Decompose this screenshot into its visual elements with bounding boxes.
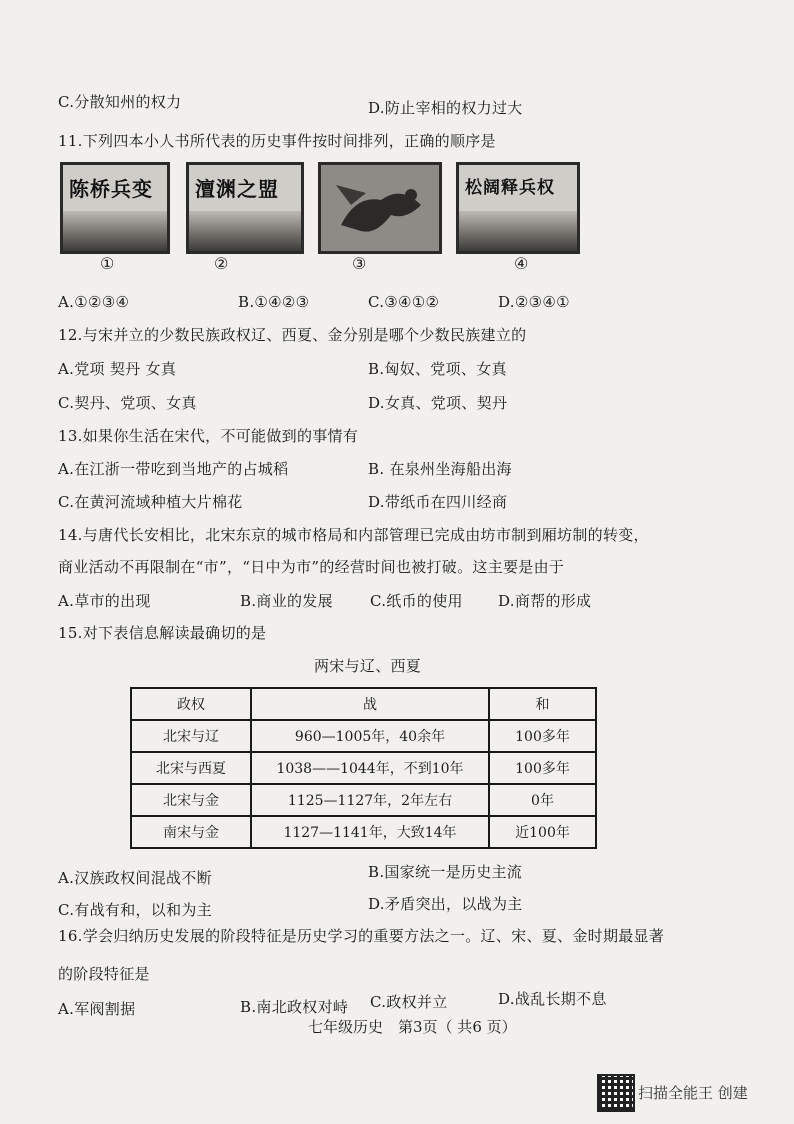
table-cell: 1038——1044年，不到10年 — [251, 752, 489, 784]
q13-option-d: D.带纸币在四川经商 — [368, 493, 508, 511]
q15-option-a: A.汉族政权间混战不断 — [58, 869, 212, 887]
header-peace: 和 — [489, 688, 596, 720]
qr-code-icon — [597, 1074, 635, 1112]
comic-book-1 — [60, 162, 170, 254]
q13-option-a: A.在江浙一带吃到当地产的占城稻 — [58, 460, 289, 478]
q11-option-d: D.②③④① — [498, 293, 570, 311]
comic-book-4 — [456, 162, 580, 254]
page-footer: 七年级历史 第3页（ 共6 页） — [308, 1018, 517, 1036]
q14-stem-line2: 商业活动不再限制在“市”，“日中为市”的经营时间也被打破。这主要是由于 — [58, 558, 565, 576]
q16-stem-line2: 的阶段特征是 — [58, 965, 150, 983]
comic-book-4-title: 松阔释兵权 — [465, 178, 555, 198]
table-cell: 南宋与金 — [131, 816, 251, 848]
comic-book-2-title: 澶渊之盟 — [195, 177, 279, 201]
table-row — [131, 720, 596, 752]
comic-book-2-illustration — [189, 211, 301, 251]
book-number-4: ④ — [514, 254, 529, 273]
table-cell: 100多年 — [489, 720, 596, 752]
comic-book-2 — [186, 162, 304, 254]
table-cell: 北宋与辽 — [131, 720, 251, 752]
q12-stem: 12.与宋并立的少数民族政权辽、西夏、金分别是哪个少数民族建立的 — [58, 326, 527, 344]
table-row — [131, 784, 596, 816]
comic-book-1-title: 陈桥兵变 — [69, 177, 153, 201]
book-number-3: ③ — [352, 254, 367, 273]
book-number-2: ② — [214, 254, 229, 273]
q14-stem-line1: 14.与唐代长安相比，北宋东京的城市格局和内部管理已完成由坊市制到厢坊制的转变， — [58, 526, 649, 544]
q11-option-b: B.①④②③ — [238, 293, 310, 311]
q13-option-b: B. 在泉州坐海船出海 — [368, 460, 512, 478]
comic-book-1-illustration — [63, 211, 167, 251]
q16-option-c: C.政权并立 — [370, 993, 448, 1011]
q15-stem: 15.对下表信息解读最确切的是 — [58, 624, 267, 642]
table-cell: 北宋与金 — [131, 784, 251, 816]
q15-option-d: D.矛盾突出，以战为主 — [368, 895, 523, 913]
table-row — [131, 816, 596, 848]
q12-option-a: A.党项 契丹 女真 — [58, 360, 177, 378]
war-peace-table — [130, 687, 597, 849]
q14-option-b: B.商业的发展 — [240, 592, 333, 610]
q12-option-b: B.匈奴、党项、女真 — [368, 360, 507, 378]
q11-option-a: A.①②③④ — [58, 293, 130, 311]
q13-stem: 13.如果你生活在宋代，不可能做到的事情有 — [58, 427, 359, 445]
table-cell: 100多年 — [489, 752, 596, 784]
table-cell: 1127—1141年，大致14年 — [251, 816, 489, 848]
table-row — [131, 752, 596, 784]
table-cell: 近100年 — [489, 816, 596, 848]
comic-book-4-illustration — [459, 211, 577, 251]
q10-option-d: D.防止宰相的权力过大 — [368, 99, 523, 117]
q12-option-c: C.契丹、党项、女真 — [58, 394, 197, 412]
q12-option-d: D.女真、党项、契丹 — [368, 394, 508, 412]
table-cell: 0年 — [489, 784, 596, 816]
table-cell: 北宋与西夏 — [131, 752, 251, 784]
q14-option-a: A.草市的出现 — [58, 592, 151, 610]
comic-book-3 — [318, 162, 442, 254]
header-war: 战 — [251, 688, 489, 720]
q14-option-d: D.商帮的形成 — [498, 592, 592, 610]
q13-option-c: C.在黄河流域种植大片棉花 — [58, 493, 243, 511]
table-cell: 960—1005年，40余年 — [251, 720, 489, 752]
q11-stem: 11.下列四本小人书所代表的历史事件按时间排列，正确的顺序是 — [58, 132, 496, 150]
book-number-1: ① — [100, 254, 115, 273]
q15-option-c: C.有战有和，以和为主 — [58, 901, 213, 919]
q14-option-c: C.纸币的使用 — [370, 592, 463, 610]
q11-option-c: C.③④①② — [368, 293, 440, 311]
scanner-watermark: 扫描全能王 创建 — [638, 1084, 748, 1102]
header-regime: 政权 — [131, 688, 251, 720]
q10-option-c: C.分散知州的权力 — [58, 93, 182, 111]
q16-option-d: D.战乱长期不息 — [498, 990, 607, 1008]
table-title: 两宋与辽、西夏 — [314, 657, 422, 675]
q15-option-b: B.国家统一是历史主流 — [368, 863, 523, 881]
table-header-row — [131, 688, 596, 720]
table-cell: 1125—1127年，2年左右 — [251, 784, 489, 816]
q16-option-b: B.南北政权对峙 — [240, 998, 349, 1016]
q16-option-a: A.军阀割据 — [58, 1000, 136, 1018]
q16-stem-line1: 16.学会归纳历史发展的阶段特征是历史学习的重要方法之一。辽、宋、夏、金时期最显著 — [58, 927, 665, 945]
horse-rider-illustration — [321, 165, 439, 251]
